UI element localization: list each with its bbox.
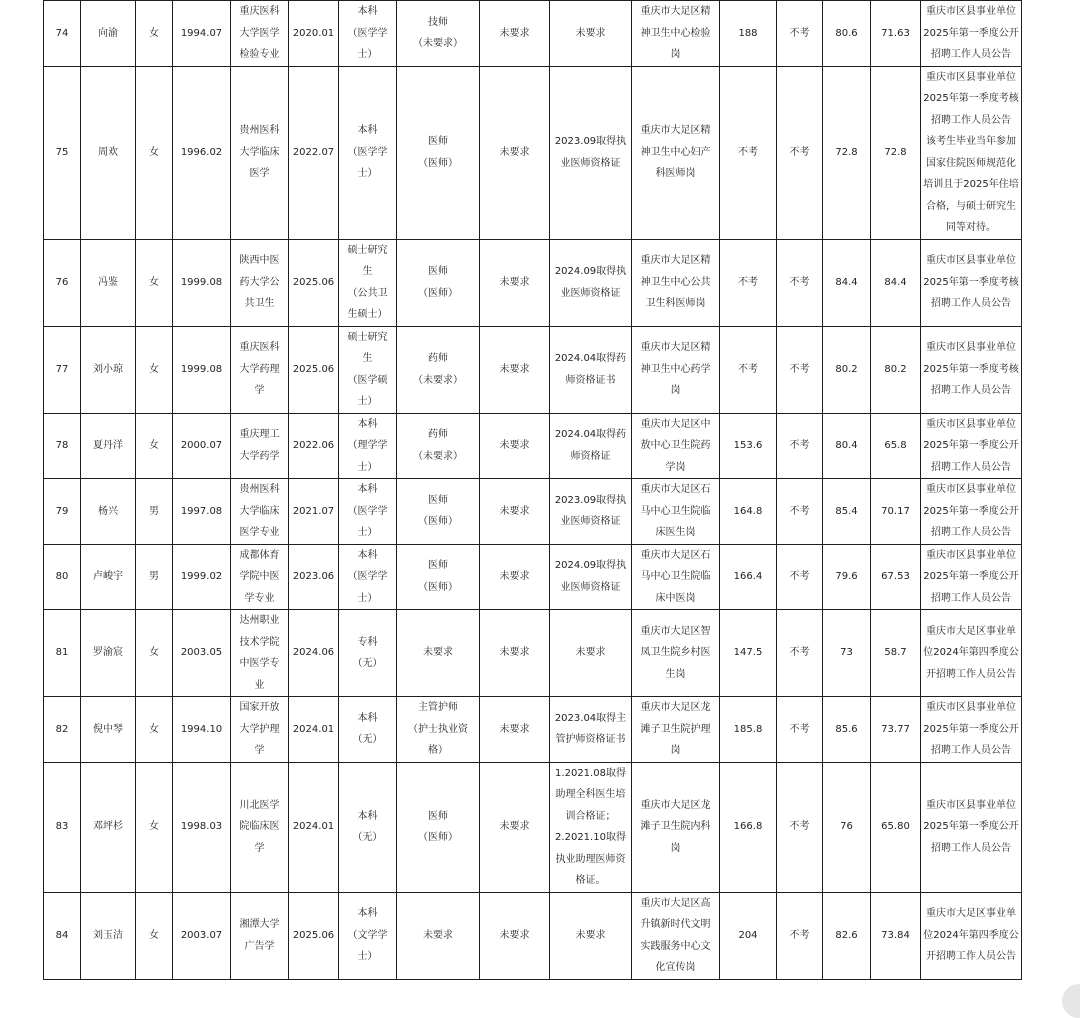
row-number: 83: [44, 762, 81, 892]
table-row: [44, 762, 1022, 892]
candidate-name: 倪中琴: [81, 697, 136, 763]
professional-title: 药师 （未要求）: [397, 413, 480, 479]
applied-post: 重庆市大足区精 神卫生中心妇产 科医师岗: [632, 66, 720, 239]
school-major: 国家开放 大学护理 学: [231, 697, 289, 763]
professional-title: 医师 （医师）: [397, 239, 480, 326]
certificate: 2023.09取得执 业医师资格证: [550, 479, 632, 545]
candidate-name: 刘玉洁: [81, 892, 136, 979]
recruitment-notice: 重庆市区县事业单位 2025年第一季度公开 招聘工作人员公告: [921, 762, 1022, 892]
certificate: 1.2021.08取得 助理全科医生培 训合格证； 2.2021.10取得 执业助理医师资 格证。: [550, 762, 632, 892]
birth-date: 2000.07: [173, 413, 231, 479]
education-degree: 本科 （理学学 士）: [339, 413, 397, 479]
applied-post: 重庆市大足区龙 滩子卫生院内科 岗: [632, 762, 720, 892]
professional-title: 技师 （未要求）: [397, 1, 480, 67]
recruitment-notice: 重庆市区县事业单位 2025年第一季度公开 招聘工作人员公告: [921, 544, 1022, 610]
practice-requirement: 未要求: [480, 762, 550, 892]
total-score: 65.8: [871, 413, 921, 479]
candidate-name: 杨兴: [81, 479, 136, 545]
certificate: 2024.04取得药 师资格证书: [550, 326, 632, 413]
graduation-date: 2022.06: [289, 413, 339, 479]
school-major: 重庆医科 大学医学 检验专业: [231, 1, 289, 67]
row-number: 78: [44, 413, 81, 479]
gender: 女: [136, 66, 173, 239]
exam-score: 80.4: [823, 413, 871, 479]
certificate: 2023.09取得执 业医师资格证: [550, 66, 632, 239]
row-number: 76: [44, 239, 81, 326]
applied-post: 重庆市大足区石 马中心卫生院临 床中医岗: [632, 544, 720, 610]
birth-date: 1997.08: [173, 479, 231, 545]
gender: 女: [136, 762, 173, 892]
school-major: 成都体育 学院中医 学专业: [231, 544, 289, 610]
exam-score: 73: [823, 610, 871, 697]
interview-score: 不考: [777, 762, 823, 892]
recruitment-notice: 重庆市大足区事业单 位2024年第四季度公 开招聘工作人员公告: [921, 610, 1022, 697]
birth-date: 2003.05: [173, 610, 231, 697]
total-score: 73.84: [871, 892, 921, 979]
practice-requirement: 未要求: [480, 892, 550, 979]
graduation-date: 2024.06: [289, 610, 339, 697]
table-row: [44, 892, 1022, 979]
interview-score: 不考: [777, 479, 823, 545]
gender: 男: [136, 544, 173, 610]
education-degree: 本科 （医学学 士）: [339, 544, 397, 610]
total-score: 65.80: [871, 762, 921, 892]
written-score: 不考: [720, 239, 777, 326]
education-degree: 本科 （无）: [339, 697, 397, 763]
education-degree: 本科 （医学学 士）: [339, 1, 397, 67]
candidate-table: [43, 0, 1022, 980]
written-score: 164.8: [720, 479, 777, 545]
written-score: 166.8: [720, 762, 777, 892]
recruitment-notice: 重庆市区县事业单位 2025年第一季度公开 招聘工作人员公告: [921, 697, 1022, 763]
practice-requirement: 未要求: [480, 326, 550, 413]
graduation-date: 2025.06: [289, 892, 339, 979]
education-degree: 硕士研究 生 （公共卫 生硕士）: [339, 239, 397, 326]
practice-requirement: 未要求: [480, 544, 550, 610]
graduation-date: 2020.01: [289, 1, 339, 67]
interview-score: 不考: [777, 413, 823, 479]
professional-title: 医师 （医师）: [397, 762, 480, 892]
recruitment-notice: 重庆市区县事业单位 2025年第一季度考核 招聘工作人员公告: [921, 239, 1022, 326]
applied-post: 重庆市大足区精 神卫生中心公共 卫生科医师岗: [632, 239, 720, 326]
table-body: [44, 1, 1022, 980]
school-major: 贵州医科 大学临床 医学专业: [231, 479, 289, 545]
professional-title: 医师 （医师）: [397, 479, 480, 545]
total-score: 70.17: [871, 479, 921, 545]
total-score: 71.63: [871, 1, 921, 67]
exam-score: 82.6: [823, 892, 871, 979]
candidate-name: 卢峻宇: [81, 544, 136, 610]
professional-title: 医师 （医师）: [397, 66, 480, 239]
candidate-name: 夏丹洋: [81, 413, 136, 479]
birth-date: 2003.07: [173, 892, 231, 979]
recruitment-notice: 重庆市区县事业单位 2025年第一季度公开 招聘工作人员公告: [921, 479, 1022, 545]
exam-score: 85.6: [823, 697, 871, 763]
certificate: 未要求: [550, 1, 632, 67]
certificate: 未要求: [550, 892, 632, 979]
school-major: 贵州医科 大学临床 医学: [231, 66, 289, 239]
certificate: 2024.09取得执 业医师资格证: [550, 544, 632, 610]
row-number: 81: [44, 610, 81, 697]
interview-score: 不考: [777, 1, 823, 67]
graduation-date: 2024.01: [289, 762, 339, 892]
education-degree: 硕士研究 生 （医学硕 士）: [339, 326, 397, 413]
education-degree: 本科 （医学学 士）: [339, 66, 397, 239]
birth-date: 1998.03: [173, 762, 231, 892]
practice-requirement: 未要求: [480, 697, 550, 763]
written-score: 147.5: [720, 610, 777, 697]
exam-score: 72.8: [823, 66, 871, 239]
applied-post: 重庆市大足区高 升镇新时代文明 实践服务中心文 化宣传岗: [632, 892, 720, 979]
graduation-date: 2025.06: [289, 239, 339, 326]
exam-score: 80.2: [823, 326, 871, 413]
exam-score: 85.4: [823, 479, 871, 545]
row-number: 82: [44, 697, 81, 763]
professional-title: 未要求: [397, 892, 480, 979]
birth-date: 1994.07: [173, 1, 231, 67]
table-row: [44, 66, 1022, 239]
exam-score: 84.4: [823, 239, 871, 326]
practice-requirement: 未要求: [480, 239, 550, 326]
school-major: 重庆医科 大学药理 学: [231, 326, 289, 413]
applied-post: 重庆市大足区龙 滩子卫生院护理 岗: [632, 697, 720, 763]
row-number: 80: [44, 544, 81, 610]
recruitment-notice: 重庆市区县事业单位 2025年第一季度考核 招聘工作人员公告 该考生毕业当年参加 国家住院医师规范化 培训且于2025年住培 合格，与硕士研究生 同等对待。: [921, 66, 1022, 239]
interview-score: 不考: [777, 544, 823, 610]
exam-score: 79.6: [823, 544, 871, 610]
gender: 女: [136, 610, 173, 697]
written-score: 185.8: [720, 697, 777, 763]
practice-requirement: 未要求: [480, 413, 550, 479]
certificate: 2023.04取得主 管护师资格证书: [550, 697, 632, 763]
professional-title: 主管护师 （护士执业资 格）: [397, 697, 480, 763]
written-score: 188: [720, 1, 777, 67]
applied-post: 重庆市大足区石 马中心卫生院临 床医生岗: [632, 479, 720, 545]
floating-button[interactable]: [1062, 984, 1080, 1018]
practice-requirement: 未要求: [480, 610, 550, 697]
gender: 女: [136, 1, 173, 67]
written-score: 204: [720, 892, 777, 979]
interview-score: 不考: [777, 697, 823, 763]
birth-date: 1994.10: [173, 697, 231, 763]
candidate-name: 冯鉴: [81, 239, 136, 326]
total-score: 72.8: [871, 66, 921, 239]
total-score: 73.77: [871, 697, 921, 763]
professional-title: 药师 （未要求）: [397, 326, 480, 413]
recruitment-notice: 重庆市区县事业单位 2025年第一季度公开 招聘工作人员公告: [921, 413, 1022, 479]
school-major: 重庆理工 大学药学: [231, 413, 289, 479]
total-score: 84.4: [871, 239, 921, 326]
certificate: 2024.04取得药 师资格证: [550, 413, 632, 479]
interview-score: 不考: [777, 892, 823, 979]
education-degree: 本科 （医学学 士）: [339, 479, 397, 545]
table-row: [44, 413, 1022, 479]
written-score: 153.6: [720, 413, 777, 479]
gender: 女: [136, 413, 173, 479]
table-row: [44, 326, 1022, 413]
written-score: 不考: [720, 66, 777, 239]
gender: 男: [136, 479, 173, 545]
row-number: 75: [44, 66, 81, 239]
table-row: [44, 239, 1022, 326]
total-score: 80.2: [871, 326, 921, 413]
row-number: 77: [44, 326, 81, 413]
practice-requirement: 未要求: [480, 66, 550, 239]
candidate-name: 刘小琼: [81, 326, 136, 413]
recruitment-notice: 重庆市区县事业单位 2025年第一季度公开 招聘工作人员公告: [921, 1, 1022, 67]
recruitment-notice: 重庆市大足区事业单 位2024年第四季度公 开招聘工作人员公告: [921, 892, 1022, 979]
row-number: 79: [44, 479, 81, 545]
applied-post: 重庆市大足区中 敖中心卫生院药 学岗: [632, 413, 720, 479]
gender: 女: [136, 239, 173, 326]
graduation-date: 2025.06: [289, 326, 339, 413]
school-major: 湘潭大学 广告学: [231, 892, 289, 979]
total-score: 58.7: [871, 610, 921, 697]
professional-title: 未要求: [397, 610, 480, 697]
certificate: 2024.09取得执 业医师资格证: [550, 239, 632, 326]
birth-date: 1999.08: [173, 326, 231, 413]
graduation-date: 2021.07: [289, 479, 339, 545]
birth-date: 1999.08: [173, 239, 231, 326]
table-row: [44, 610, 1022, 697]
candidate-name: 邓坪杉: [81, 762, 136, 892]
table-row: [44, 544, 1022, 610]
education-degree: 专科 （无）: [339, 610, 397, 697]
school-major: 川北医学 院临床医 学: [231, 762, 289, 892]
applied-post: 重庆市大足区精 神卫生中心药学 岗: [632, 326, 720, 413]
practice-requirement: 未要求: [480, 479, 550, 545]
birth-date: 1996.02: [173, 66, 231, 239]
exam-score: 76: [823, 762, 871, 892]
school-major: 达州职业 技术学院 中医学专 业: [231, 610, 289, 697]
graduation-date: 2022.07: [289, 66, 339, 239]
table-row: [44, 697, 1022, 763]
birth-date: 1999.02: [173, 544, 231, 610]
education-degree: 本科 （无）: [339, 762, 397, 892]
row-number: 84: [44, 892, 81, 979]
interview-score: 不考: [777, 326, 823, 413]
certificate: 未要求: [550, 610, 632, 697]
written-score: 不考: [720, 326, 777, 413]
gender: 女: [136, 697, 173, 763]
practice-requirement: 未要求: [480, 1, 550, 67]
applied-post: 重庆市大足区精 神卫生中心检验 岗: [632, 1, 720, 67]
graduation-date: 2024.01: [289, 697, 339, 763]
interview-score: 不考: [777, 239, 823, 326]
interview-score: 不考: [777, 610, 823, 697]
total-score: 67.53: [871, 544, 921, 610]
table-row: [44, 1, 1022, 67]
row-number: 74: [44, 1, 81, 67]
written-score: 166.4: [720, 544, 777, 610]
graduation-date: 2023.06: [289, 544, 339, 610]
candidate-name: 向渝: [81, 1, 136, 67]
gender: 女: [136, 892, 173, 979]
gender: 女: [136, 326, 173, 413]
exam-score: 80.6: [823, 1, 871, 67]
candidate-name: 周欢: [81, 66, 136, 239]
interview-score: 不考: [777, 66, 823, 239]
applied-post: 重庆市大足区智 凤卫生院乡村医 生岗: [632, 610, 720, 697]
candidate-name: 罗渝宸: [81, 610, 136, 697]
professional-title: 医师 （医师）: [397, 544, 480, 610]
education-degree: 本科 （文学学 士）: [339, 892, 397, 979]
table-row: [44, 479, 1022, 545]
school-major: 陕西中医 药大学公 共卫生: [231, 239, 289, 326]
recruitment-notice: 重庆市区县事业单位 2025年第一季度考核 招聘工作人员公告: [921, 326, 1022, 413]
